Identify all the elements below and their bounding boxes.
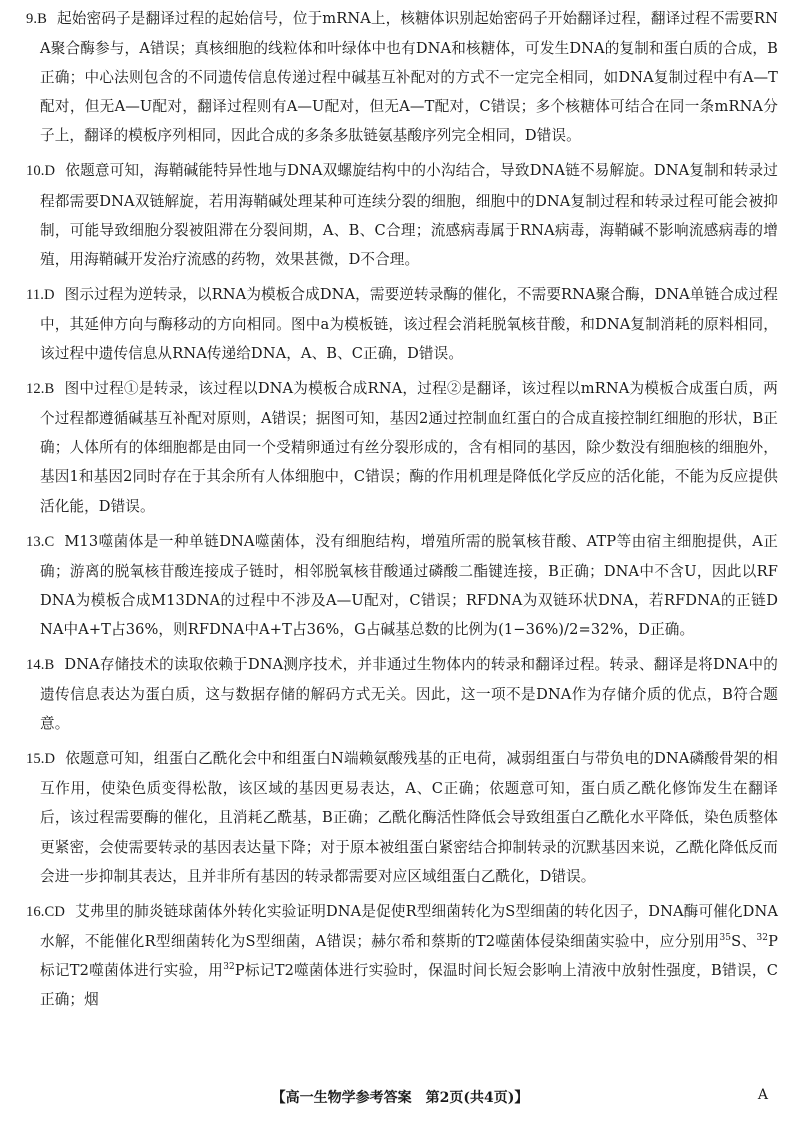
answer-choice: D xyxy=(44,163,56,180)
answer-number: 12. xyxy=(26,381,45,398)
answer-item-16 xyxy=(26,897,778,1014)
answer-item-11 xyxy=(26,280,778,368)
answer-choice: B xyxy=(44,381,55,398)
page-footer xyxy=(0,1087,800,1117)
answer-explanation: 依题意可知，海鞘碱能特异性地与DNA双螺旋结构中的小沟结合，导致DNA链不易解旋。DNA复制和转录过程都需要DNA双链解旋，若用海鞘碱处理某种可连续分裂的细胞，细胞中的DNA复制过程和转录过程可能会被抑制，可能导致细胞分裂被阻滞在分裂间期，A、B、C合理；流感病毒属于RNA病毒，海鞘碱不影响流感病毒的增殖，用海鞘碱开发治疗流感的药物，效果甚微，D不合理。 xyxy=(40,162,779,268)
answer-explanation-part: P标记T2噬菌体进行实验时，保温时间长短会影响上清液中放射性强度，B错误，C正确；烟 xyxy=(40,961,778,1008)
answer-number: 10. xyxy=(26,163,45,180)
answer-choice: D xyxy=(44,751,56,768)
answer-item-13 xyxy=(26,527,778,644)
answer-number: 15. xyxy=(26,751,45,768)
answer-explanation-part: 艾弗里的肺炎链球菌体外转化实验证明DNA是促使R型细菌转化为S型细菌的转化因子，DNA酶可催化DNA水解，不能催化R型细菌转化为S型细菌，A错误；赫尔希和蔡斯的T2噬菌体侵染细菌实验中，应分别用 xyxy=(40,902,778,950)
answer-item-9 xyxy=(26,4,778,150)
isotope-superscript: 32 xyxy=(223,962,235,973)
answer-item-10 xyxy=(26,156,778,273)
isotope-superscript: 32 xyxy=(756,932,769,943)
answer-explanation: 图中过程①是转录，该过程以DNA为模板合成RNA，过程②是翻译，该过程以mRNA为模板合成蛋白质，两个过程都遵循碱基互补配对原则，A错误；据图可知，基因2通过控制血红蛋白的合成直接控制红细胞的形状，B正确；人体所有的体细胞都是由同一个受精卵通过有丝分裂形成的，含有相同的基因，除少数没有细胞核的细胞外，基因1和基因2同时存在于其余所有人体细胞中，C错误；酶的作用机理是降低化学反应的活化能，不能为反应提供活化能，D错误。 xyxy=(40,380,778,515)
answer-explanation: 图示过程为逆转录，以RNA为模板合成DNA，需要逆转录酶的催化，不需要RNA聚合酶，DNA单链合成过程中，其延伸方向与酶移动的方向相同。图中a为模板链，该过程会消耗脱氧核苷酸，和DNA复制消耗的原料相同，该过程中遗传信息从RNA传递给DNA，A、B、C正确，D错误。 xyxy=(40,285,778,363)
footer-title: 【高一生物学参考答案 第2页(共4页)】 xyxy=(271,1090,529,1106)
answer-choice: CD xyxy=(44,903,66,920)
answer-item-14 xyxy=(26,650,778,738)
answer-number: 14. xyxy=(26,656,45,673)
isotope-superscript: 35 xyxy=(719,932,732,943)
answer-explanation: 依题意可知，组蛋白乙酰化会中和组蛋白N端赖氨酸残基的正电荷，减弱组蛋白与带负电的DNA磷酸骨架的相互作用，使染色质变得松散，该区域的基因更易表达，A、C正确；依题意可知，蛋白质乙酰化修饰发生在翻译后，该过程需要酶的催化，且消耗乙酰基，B正确；乙酰化酶活性降低会导致组蛋白乙酰化水平降低，染色质整体更紧密，会使需要转录的基因表达量下降；对于原本被组蛋白紧密结合抑制转录的沉默基因来说，乙酰化降低反而会进一步抑制其表达，且并非所有基因的转录都需要对应区域组蛋白乙酰化，D错误。 xyxy=(40,750,778,885)
answer-item-12 xyxy=(26,374,778,520)
answer-choice: B xyxy=(37,11,47,27)
answer-explanation-part: S、 xyxy=(731,932,757,950)
answer-number: 16. xyxy=(26,903,45,920)
answer-number: 13. xyxy=(26,533,45,550)
answer-choice: C xyxy=(44,533,55,550)
answer-explanation-part: P标记T2噬菌体进行实验，用 xyxy=(40,932,779,979)
answer-explanation: M13噬菌体是一种单链DNA噬菌体，没有细胞结构，增殖所需的脱氧核苷酸、ATP等由宿主细胞提供，A正确；游离的脱氧核苷酸连接成子链时，相邻脱氧核苷酸通过磷酸二酯键连接，B正确；DNA中不含U，因此以RFDNA为模板合成M13DNA的过程中不涉及A—U配对，C错误；RFDNA为双链环状DNA，若RFDNA的正链DNA中A+T占36%，则RFDNA中A+T占36%，G占碱基总数的比例为(1−36%)/2=32%，D正确。 xyxy=(40,532,778,638)
answer-explanation: 起始密码子是翻译过程的起始信号，位于mRNA上，核糖体识别起始密码子开始翻译过程，翻译过程不需要RNA聚合酶参与，A错误；真核细胞的线粒体和叶绿体中也有DNA和核糖体，可发生DNA的复制和蛋白质的合成，B正确；中心法则包含的不同遗传信息传递过程中碱基互补配对的方式不一定完全相同，如DNA复制过程中有A—T配对，但无A—U配对，翻译过程则有A—U配对，但无A—T配对，C错误；多个核糖体可结合在同一条mRNA分子上，翻译的模板序列相同，因此合成的多条多肽链氨基酸序列完全相同，D错误。 xyxy=(40,10,778,145)
answer-choice: B xyxy=(44,656,55,673)
paper-version: A xyxy=(757,1087,768,1103)
answer-number: 9. xyxy=(26,11,38,27)
answer-number: 11. xyxy=(26,286,45,303)
answer-choice: D xyxy=(44,286,55,303)
answer-explanation: DNA存储技术的读取依赖于DNA测序技术，并非通过生物体内的转录和翻译过程。转录、翻译是将DNA中的遗传信息表达为蛋白质，这与数据存储的解码方式无关。因此，这一项不是DNA作为存储介质的优点，B符合题意。 xyxy=(40,655,778,733)
answer-item-15 xyxy=(26,744,778,890)
